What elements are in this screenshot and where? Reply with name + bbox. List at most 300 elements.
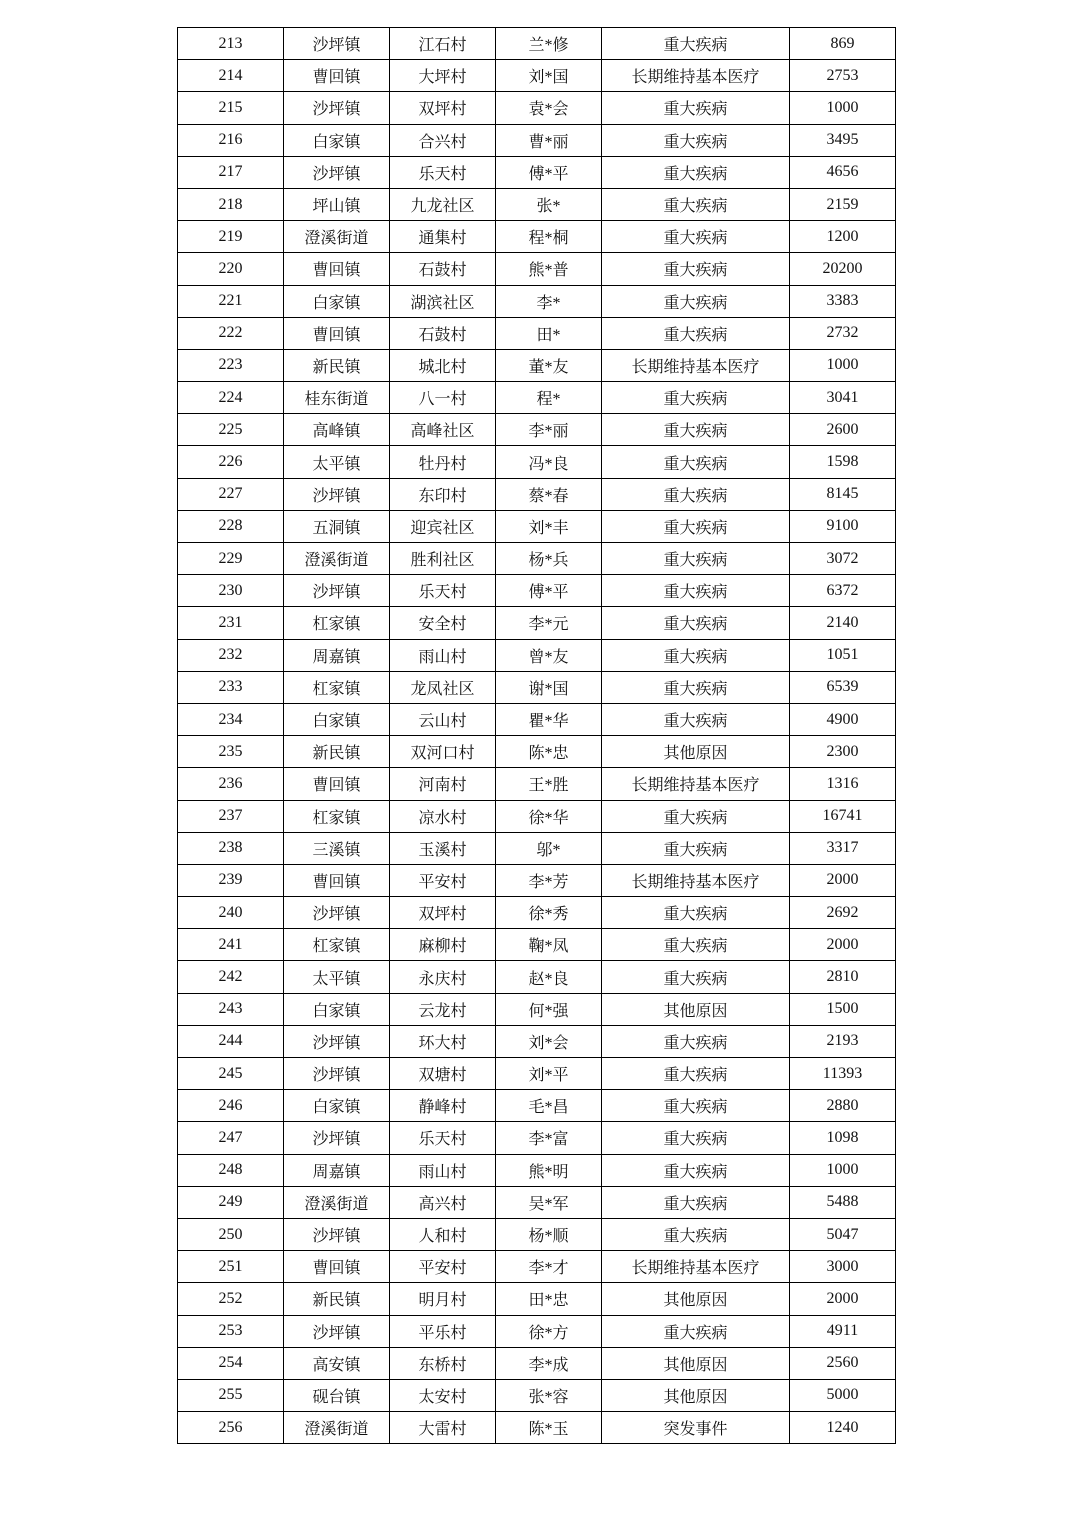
serial-number-cell: 216 (178, 124, 284, 156)
name-cell: 程* (496, 382, 602, 414)
town-cell: 砚台镇 (284, 1379, 390, 1411)
amount-cell: 1240 (790, 1412, 896, 1444)
serial-number-cell: 247 (178, 1122, 284, 1154)
serial-number-cell: 219 (178, 221, 284, 253)
town-cell: 高安镇 (284, 1347, 390, 1379)
amount-cell: 2692 (790, 897, 896, 929)
town-cell: 杠家镇 (284, 800, 390, 832)
table-row (178, 414, 896, 446)
name-cell: 陈*忠 (496, 736, 602, 768)
town-cell: 三溪镇 (284, 832, 390, 864)
serial-number-cell: 228 (178, 510, 284, 542)
village-cell: 八一村 (390, 382, 496, 414)
amount-cell: 3041 (790, 382, 896, 414)
reason-cell: 长期维持基本医疗 (602, 1251, 790, 1283)
amount-cell: 1316 (790, 768, 896, 800)
serial-number-cell: 218 (178, 188, 284, 220)
village-cell: 雨山村 (390, 1154, 496, 1186)
reason-cell: 其他原因 (602, 993, 790, 1025)
serial-number-cell: 243 (178, 993, 284, 1025)
reason-cell: 重大疾病 (602, 929, 790, 961)
town-cell: 太平镇 (284, 961, 390, 993)
reason-cell: 长期维持基本医疗 (602, 768, 790, 800)
amount-cell: 1598 (790, 446, 896, 478)
reason-cell: 重大疾病 (602, 1186, 790, 1218)
name-cell: 吴*军 (496, 1186, 602, 1218)
town-cell: 新民镇 (284, 1283, 390, 1315)
town-cell: 沙坪镇 (284, 1122, 390, 1154)
village-cell: 麻柳村 (390, 929, 496, 961)
table-row (178, 1347, 896, 1379)
amount-cell: 2000 (790, 864, 896, 896)
serial-number-cell: 213 (178, 28, 284, 60)
name-cell: 徐*方 (496, 1315, 602, 1347)
table-row (178, 221, 896, 253)
table-row (178, 768, 896, 800)
table-row (178, 124, 896, 156)
town-cell: 杠家镇 (284, 671, 390, 703)
name-cell: 张*容 (496, 1379, 602, 1411)
village-cell: 乐天村 (390, 575, 496, 607)
village-cell: 玉溪村 (390, 832, 496, 864)
serial-number-cell: 238 (178, 832, 284, 864)
town-cell: 新民镇 (284, 349, 390, 381)
table-row (178, 478, 896, 510)
serial-number-cell: 245 (178, 1058, 284, 1090)
name-cell: 田*忠 (496, 1283, 602, 1315)
town-cell: 沙坪镇 (284, 478, 390, 510)
name-cell: 李*丽 (496, 414, 602, 446)
village-cell: 雨山村 (390, 639, 496, 671)
name-cell: 李*富 (496, 1122, 602, 1154)
amount-cell: 1200 (790, 221, 896, 253)
table-row (178, 961, 896, 993)
town-cell: 沙坪镇 (284, 1218, 390, 1250)
table-row (178, 639, 896, 671)
amount-cell: 2753 (790, 60, 896, 92)
reason-cell: 重大疾病 (602, 382, 790, 414)
serial-number-cell: 214 (178, 60, 284, 92)
name-cell: 杨*兵 (496, 543, 602, 575)
serial-number-cell: 227 (178, 478, 284, 510)
table-row (178, 1058, 896, 1090)
village-cell: 湖滨社区 (390, 285, 496, 317)
village-cell: 双塘村 (390, 1058, 496, 1090)
amount-cell: 1000 (790, 92, 896, 124)
name-cell: 李*元 (496, 607, 602, 639)
town-cell: 澄溪街道 (284, 1186, 390, 1218)
reason-cell: 重大疾病 (602, 575, 790, 607)
reason-cell: 长期维持基本医疗 (602, 60, 790, 92)
name-cell: 刘*国 (496, 60, 602, 92)
village-cell: 凉水村 (390, 800, 496, 832)
village-cell: 乐天村 (390, 1122, 496, 1154)
serial-number-cell: 222 (178, 317, 284, 349)
village-cell: 云山村 (390, 703, 496, 735)
village-cell: 平安村 (390, 864, 496, 896)
serial-number-cell: 217 (178, 156, 284, 188)
village-cell: 环大村 (390, 1025, 496, 1057)
name-cell: 冯*良 (496, 446, 602, 478)
town-cell: 太平镇 (284, 446, 390, 478)
serial-number-cell: 250 (178, 1218, 284, 1250)
amount-cell: 11393 (790, 1058, 896, 1090)
table-row (178, 543, 896, 575)
town-cell: 澄溪街道 (284, 221, 390, 253)
town-cell: 白家镇 (284, 1090, 390, 1122)
town-cell: 沙坪镇 (284, 92, 390, 124)
serial-number-cell: 240 (178, 897, 284, 929)
amount-cell: 2193 (790, 1025, 896, 1057)
reason-cell: 长期维持基本医疗 (602, 864, 790, 896)
serial-number-cell: 236 (178, 768, 284, 800)
village-cell: 双河口村 (390, 736, 496, 768)
town-cell: 沙坪镇 (284, 28, 390, 60)
serial-number-cell: 232 (178, 639, 284, 671)
town-cell: 曹回镇 (284, 253, 390, 285)
table-row (178, 1186, 896, 1218)
amount-cell: 8145 (790, 478, 896, 510)
name-cell: 何*强 (496, 993, 602, 1025)
town-cell: 曹回镇 (284, 864, 390, 896)
serial-number-cell: 231 (178, 607, 284, 639)
name-cell: 徐*秀 (496, 897, 602, 929)
name-cell: 李*成 (496, 1347, 602, 1379)
town-cell: 曹回镇 (284, 60, 390, 92)
table-row (178, 188, 896, 220)
serial-number-cell: 239 (178, 864, 284, 896)
amount-cell: 2600 (790, 414, 896, 446)
table-row (178, 993, 896, 1025)
name-cell: 邬* (496, 832, 602, 864)
name-cell: 袁*会 (496, 92, 602, 124)
name-cell: 曹*丽 (496, 124, 602, 156)
serial-number-cell: 221 (178, 285, 284, 317)
amount-cell: 2000 (790, 929, 896, 961)
table-row (178, 864, 896, 896)
reason-cell: 重大疾病 (602, 188, 790, 220)
village-cell: 东桥村 (390, 1347, 496, 1379)
amount-cell: 2300 (790, 736, 896, 768)
amount-cell: 4911 (790, 1315, 896, 1347)
village-cell: 龙凤社区 (390, 671, 496, 703)
village-cell: 牡丹村 (390, 446, 496, 478)
table-row (178, 510, 896, 542)
town-cell: 曹回镇 (284, 768, 390, 800)
name-cell: 熊*普 (496, 253, 602, 285)
reason-cell: 长期维持基本医疗 (602, 349, 790, 381)
serial-number-cell: 249 (178, 1186, 284, 1218)
table-row (178, 285, 896, 317)
reason-cell: 重大疾病 (602, 156, 790, 188)
table-row (178, 1315, 896, 1347)
town-cell: 沙坪镇 (284, 575, 390, 607)
village-cell: 太安村 (390, 1379, 496, 1411)
name-cell: 熊*明 (496, 1154, 602, 1186)
village-cell: 高兴村 (390, 1186, 496, 1218)
village-cell: 高峰社区 (390, 414, 496, 446)
name-cell: 田* (496, 317, 602, 349)
amount-cell: 2732 (790, 317, 896, 349)
village-cell: 城北村 (390, 349, 496, 381)
reason-cell: 重大疾病 (602, 639, 790, 671)
village-cell: 静峰村 (390, 1090, 496, 1122)
name-cell: 刘*丰 (496, 510, 602, 542)
village-cell: 石鼓村 (390, 317, 496, 349)
amount-cell: 9100 (790, 510, 896, 542)
table-row (178, 607, 896, 639)
serial-number-cell: 225 (178, 414, 284, 446)
serial-number-cell: 215 (178, 92, 284, 124)
name-cell: 徐*华 (496, 800, 602, 832)
town-cell: 杠家镇 (284, 929, 390, 961)
reason-cell: 重大疾病 (602, 703, 790, 735)
table-row (178, 575, 896, 607)
table-row (178, 1122, 896, 1154)
village-cell: 平乐村 (390, 1315, 496, 1347)
town-cell: 白家镇 (284, 703, 390, 735)
table-row (178, 1218, 896, 1250)
town-cell: 周嘉镇 (284, 639, 390, 671)
town-cell: 曹回镇 (284, 1251, 390, 1283)
table-row (178, 1379, 896, 1411)
village-cell: 安全村 (390, 607, 496, 639)
table-row (178, 317, 896, 349)
village-cell: 东印村 (390, 478, 496, 510)
serial-number-cell: 242 (178, 961, 284, 993)
amount-cell: 6372 (790, 575, 896, 607)
town-cell: 杠家镇 (284, 607, 390, 639)
amount-cell: 2159 (790, 188, 896, 220)
name-cell: 谢*国 (496, 671, 602, 703)
village-cell: 明月村 (390, 1283, 496, 1315)
name-cell: 李*芳 (496, 864, 602, 896)
table-row (178, 1154, 896, 1186)
table-body (178, 28, 896, 1444)
town-cell: 澄溪街道 (284, 1412, 390, 1444)
name-cell: 李*才 (496, 1251, 602, 1283)
village-cell: 双坪村 (390, 92, 496, 124)
reason-cell: 重大疾病 (602, 897, 790, 929)
serial-number-cell: 244 (178, 1025, 284, 1057)
table-row (178, 446, 896, 478)
town-cell: 五洞镇 (284, 510, 390, 542)
name-cell: 陈*玉 (496, 1412, 602, 1444)
amount-cell: 5047 (790, 1218, 896, 1250)
town-cell: 沙坪镇 (284, 156, 390, 188)
table-row (178, 382, 896, 414)
serial-number-cell: 241 (178, 929, 284, 961)
amount-cell: 3383 (790, 285, 896, 317)
amount-cell: 20200 (790, 253, 896, 285)
table-row (178, 156, 896, 188)
reason-cell: 重大疾病 (602, 253, 790, 285)
village-cell: 双坪村 (390, 897, 496, 929)
reason-cell: 重大疾病 (602, 414, 790, 446)
town-cell: 沙坪镇 (284, 1315, 390, 1347)
amount-cell: 2140 (790, 607, 896, 639)
village-cell: 人和村 (390, 1218, 496, 1250)
reason-cell: 重大疾病 (602, 607, 790, 639)
reason-cell: 其他原因 (602, 1283, 790, 1315)
table-row (178, 28, 896, 60)
amount-cell: 5488 (790, 1186, 896, 1218)
serial-number-cell: 248 (178, 1154, 284, 1186)
town-cell: 坪山镇 (284, 188, 390, 220)
village-cell: 通集村 (390, 221, 496, 253)
reason-cell: 重大疾病 (602, 317, 790, 349)
amount-cell: 4900 (790, 703, 896, 735)
name-cell: 刘*平 (496, 1058, 602, 1090)
name-cell: 傅*平 (496, 156, 602, 188)
amount-cell: 3072 (790, 543, 896, 575)
table-row (178, 1025, 896, 1057)
table-row (178, 929, 896, 961)
town-cell: 高峰镇 (284, 414, 390, 446)
name-cell: 李* (496, 285, 602, 317)
table-row (178, 1412, 896, 1444)
table-row (178, 60, 896, 92)
serial-number-cell: 220 (178, 253, 284, 285)
village-cell: 平安村 (390, 1251, 496, 1283)
reason-cell: 重大疾病 (602, 92, 790, 124)
amount-cell: 869 (790, 28, 896, 60)
village-cell: 九龙社区 (390, 188, 496, 220)
serial-number-cell: 234 (178, 703, 284, 735)
reason-cell: 重大疾病 (602, 1218, 790, 1250)
amount-cell: 16741 (790, 800, 896, 832)
serial-number-cell: 253 (178, 1315, 284, 1347)
reason-cell: 重大疾病 (602, 285, 790, 317)
table-row (178, 253, 896, 285)
serial-number-cell: 230 (178, 575, 284, 607)
amount-cell: 2000 (790, 1283, 896, 1315)
name-cell: 蔡*春 (496, 478, 602, 510)
town-cell: 沙坪镇 (284, 897, 390, 929)
serial-number-cell: 237 (178, 800, 284, 832)
town-cell: 白家镇 (284, 993, 390, 1025)
reason-cell: 重大疾病 (602, 671, 790, 703)
amount-cell: 2810 (790, 961, 896, 993)
town-cell: 白家镇 (284, 285, 390, 317)
table-row (178, 736, 896, 768)
amount-cell: 1000 (790, 1154, 896, 1186)
town-cell: 澄溪街道 (284, 543, 390, 575)
table-row (178, 349, 896, 381)
reason-cell: 其他原因 (602, 1379, 790, 1411)
name-cell: 程*桐 (496, 221, 602, 253)
amount-cell: 1051 (790, 639, 896, 671)
amount-cell: 2560 (790, 1347, 896, 1379)
reason-cell: 突发事件 (602, 1412, 790, 1444)
village-cell: 永庆村 (390, 961, 496, 993)
name-cell: 张* (496, 188, 602, 220)
reason-cell: 重大疾病 (602, 961, 790, 993)
village-cell: 江石村 (390, 28, 496, 60)
reason-cell: 重大疾病 (602, 1025, 790, 1057)
amount-cell: 1098 (790, 1122, 896, 1154)
serial-number-cell: 226 (178, 446, 284, 478)
village-cell: 河南村 (390, 768, 496, 800)
table-row (178, 800, 896, 832)
table-row (178, 92, 896, 124)
name-cell: 曾*友 (496, 639, 602, 671)
name-cell: 傅*平 (496, 575, 602, 607)
town-cell: 沙坪镇 (284, 1025, 390, 1057)
amount-cell: 6539 (790, 671, 896, 703)
reason-cell: 其他原因 (602, 1347, 790, 1379)
serial-number-cell: 251 (178, 1251, 284, 1283)
serial-number-cell: 256 (178, 1412, 284, 1444)
reason-cell: 重大疾病 (602, 543, 790, 575)
relief-table (177, 27, 896, 1444)
name-cell: 瞿*华 (496, 703, 602, 735)
amount-cell: 4656 (790, 156, 896, 188)
serial-number-cell: 255 (178, 1379, 284, 1411)
serial-number-cell: 235 (178, 736, 284, 768)
table-row (178, 832, 896, 864)
serial-number-cell: 229 (178, 543, 284, 575)
table-row (178, 1283, 896, 1315)
town-cell: 白家镇 (284, 124, 390, 156)
village-cell: 石鼓村 (390, 253, 496, 285)
reason-cell: 重大疾病 (602, 1122, 790, 1154)
amount-cell: 1000 (790, 349, 896, 381)
reason-cell: 重大疾病 (602, 1315, 790, 1347)
name-cell: 董*友 (496, 349, 602, 381)
table-row (178, 1090, 896, 1122)
table-row (178, 671, 896, 703)
town-cell: 桂东街道 (284, 382, 390, 414)
reason-cell: 重大疾病 (602, 478, 790, 510)
reason-cell: 重大疾病 (602, 1090, 790, 1122)
reason-cell: 其他原因 (602, 736, 790, 768)
village-cell: 大雷村 (390, 1412, 496, 1444)
serial-number-cell: 224 (178, 382, 284, 414)
table-row (178, 1251, 896, 1283)
village-cell: 乐天村 (390, 156, 496, 188)
name-cell: 鞠*凤 (496, 929, 602, 961)
serial-number-cell: 246 (178, 1090, 284, 1122)
town-cell: 沙坪镇 (284, 1058, 390, 1090)
name-cell: 王*胜 (496, 768, 602, 800)
reason-cell: 重大疾病 (602, 446, 790, 478)
reason-cell: 重大疾病 (602, 1058, 790, 1090)
reason-cell: 重大疾病 (602, 800, 790, 832)
amount-cell: 1500 (790, 993, 896, 1025)
village-cell: 胜利社区 (390, 543, 496, 575)
table-row (178, 703, 896, 735)
village-cell: 迎宾社区 (390, 510, 496, 542)
amount-cell: 3495 (790, 124, 896, 156)
table-row (178, 897, 896, 929)
amount-cell: 3317 (790, 832, 896, 864)
name-cell: 毛*昌 (496, 1090, 602, 1122)
name-cell: 刘*会 (496, 1025, 602, 1057)
reason-cell: 重大疾病 (602, 221, 790, 253)
serial-number-cell: 254 (178, 1347, 284, 1379)
serial-number-cell: 233 (178, 671, 284, 703)
name-cell: 赵*良 (496, 961, 602, 993)
village-cell: 合兴村 (390, 124, 496, 156)
reason-cell: 重大疾病 (602, 1154, 790, 1186)
amount-cell: 5000 (790, 1379, 896, 1411)
reason-cell: 重大疾病 (602, 510, 790, 542)
amount-cell: 2880 (790, 1090, 896, 1122)
serial-number-cell: 223 (178, 349, 284, 381)
village-cell: 云龙村 (390, 993, 496, 1025)
name-cell: 杨*顺 (496, 1218, 602, 1250)
